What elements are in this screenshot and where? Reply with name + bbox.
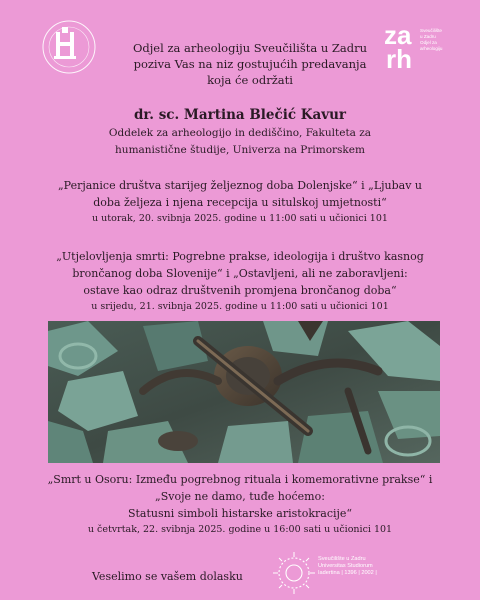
zarh-letters-bottom: rh: [386, 44, 412, 74]
lecture-3-title: [40, 471, 440, 522]
lecture-1-title-line-2: doba željeza i njena recepcija u situlskoj umjetnosti“: [93, 196, 387, 209]
lecture-2-title-line-2: brončanog doba Slovenije“ i „Ostavljeni, ali ne zaboravljeni:: [72, 267, 408, 280]
lecture-3-title-line-2: „Svoje ne damo, tuđe hoćemo:: [155, 490, 325, 503]
zarh-department-logo: [384, 18, 464, 74]
university-name-text: [318, 556, 418, 577]
speaker-name: dr. sc. Martina Blečić Kavur: [133, 107, 346, 123]
lecture-3: [40, 471, 440, 537]
zarh-letters-top: za: [384, 20, 412, 50]
invitation-line-1: Odjel za arheologiju Sveučilišta u Zadru: [132, 41, 368, 55]
svg-text:Sveučilište: Sveučilište: [420, 28, 442, 33]
affiliation-line-2: humanistične študije, Univerza na Primorskem: [115, 144, 365, 156]
invitation-line-2: poziva Vas na niz gostujućih predavanja: [133, 57, 367, 71]
university-line-2: Universitas Studiorum: [318, 563, 373, 569]
university-crest-icon: [40, 18, 98, 76]
svg-text:arheologiju: arheologiju: [420, 46, 443, 51]
closing-text: Veselimo se vašem dolasku: [92, 570, 243, 583]
lecture-2-title-line-3: ostave kao odraz društvenih promjena brončanog doba“: [83, 284, 397, 297]
lecture-2-time: u srijedu, 21. svibnja 2025. godine u 11:00 sati u učionici 101: [91, 301, 389, 312]
lecture-2: [40, 248, 440, 314]
university-line-1: Sveučilište u Zadru: [318, 556, 366, 562]
university-line-3: Iadertina | 1396 | 2002 |: [318, 570, 377, 576]
svg-text:u Zadru: u Zadru: [420, 34, 436, 39]
speaker-affiliation: [90, 125, 390, 159]
lecture-1-title: [40, 177, 440, 211]
affiliation-line-1: Oddelek za arheologijo in dediščino, Fakulteta za: [108, 127, 372, 139]
lecture-2-title-line-1: „Utjelovljenja smrti: Pogrebne prakse, ideologija i društvo kasnog: [56, 250, 424, 263]
lecture-1-time: u utorak, 20. svibnja 2025. godine u 11:00 sati u učionici 101: [92, 213, 388, 224]
lecture-3-title-line-1: „Smrt u Osoru: Između pogrebnog rituala i komemorativne prakse“ i: [47, 473, 433, 486]
invitation-line-3: koja će održati: [207, 73, 293, 87]
invitation-text: [110, 40, 390, 88]
lecture-1: [40, 177, 440, 226]
lecture-1-title-line-1: „Perjanice društva starijeg željeznog doba Dolenjske“ i „Ljubav u: [57, 179, 423, 192]
svg-text:Odjel za: Odjel za: [420, 40, 437, 45]
lecture-3-time: u četvrtak, 22. svibnja 2025. godine u 16:00 sati u učionici 101: [87, 524, 393, 535]
bronze-hoard-photo: [48, 321, 440, 463]
university-sun-seal-icon: [270, 551, 318, 595]
lecture-2-title: [40, 248, 440, 299]
lecture-3-title-line-3: Statusni simboli histarske aristokracije“: [127, 507, 353, 520]
